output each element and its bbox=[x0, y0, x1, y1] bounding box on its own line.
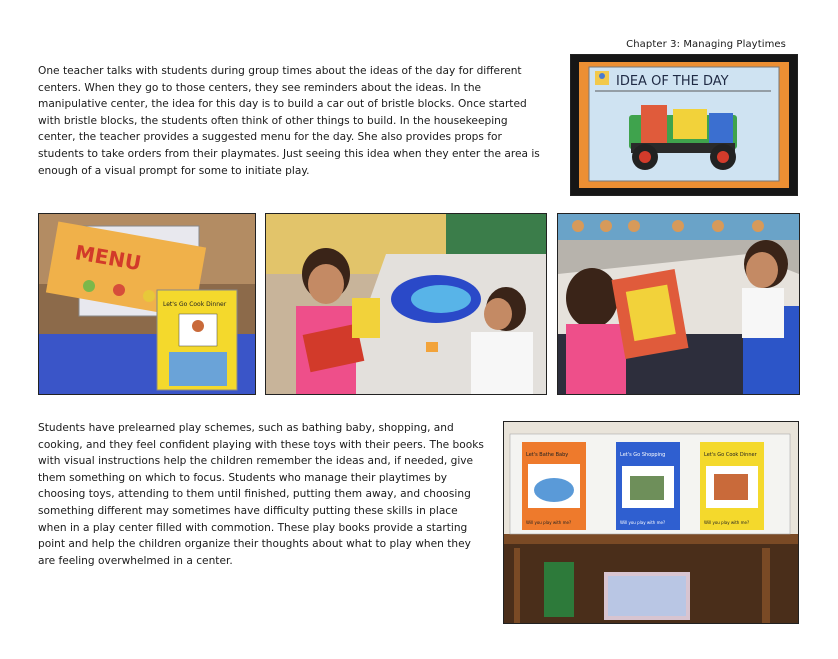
play-books-paragraph: Students have prelearned play schemes, such as bathing baby, shopping, and cooking, and they feel confident playing with these toys with their peers. The books with visual instructions help the children remember the ideas and, if needed, give them something on which to focus. Students who manage their playtimes by choosing toys, attending to them until finished, putting them away, and choosing something different may sometimes have difficulty putting these skills in place when in a play center filled with commotion. These play books provide a starting point and help the children organize their thoughts about what to play when they are feeling overwhelmed in a center. bbox=[38, 422, 484, 567]
idea-title: IDEA OF THE DAY bbox=[616, 74, 729, 89]
idea-of-the-day-photo bbox=[570, 54, 798, 196]
intro-paragraph: One teacher talks with students during group times about the ideas of the day for different centers. When they go to those centers, they see reminders about the ideas. In the manipulative center, the idea for this day is to build a car out of bristle blocks. Once started with bristle blocks, the students often think of other things to build. In the housekeeping center, the teacher provides a suggested menu for the day. She also provides props for students to take orders from their playmates. Just seeing this idea when they enter the area is enough of a visual prompt for some to initiate play. bbox=[38, 65, 540, 177]
chapter-header: Chapter 3: Managing Playtimes bbox=[626, 39, 786, 50]
menu-sign-text: MENU bbox=[73, 240, 143, 276]
book-3-caption: Will you play with me? bbox=[704, 520, 750, 525]
table-play-photo bbox=[265, 213, 547, 395]
book-1-caption: Will you play with me? bbox=[526, 520, 572, 525]
book-1-title: Let's Bathe Baby bbox=[526, 452, 569, 458]
reading-photo bbox=[557, 213, 800, 395]
menu-book-title: Let's Go Cook Dinner bbox=[163, 301, 227, 308]
book-2-caption: Will you play with me? bbox=[620, 520, 666, 525]
menu-photo bbox=[38, 213, 256, 395]
book-3-title: Let's Go Cook Dinner bbox=[704, 452, 757, 458]
book-2-title: Let's Go Shopping bbox=[620, 452, 666, 458]
play-books-shelf-photo bbox=[503, 421, 799, 624]
